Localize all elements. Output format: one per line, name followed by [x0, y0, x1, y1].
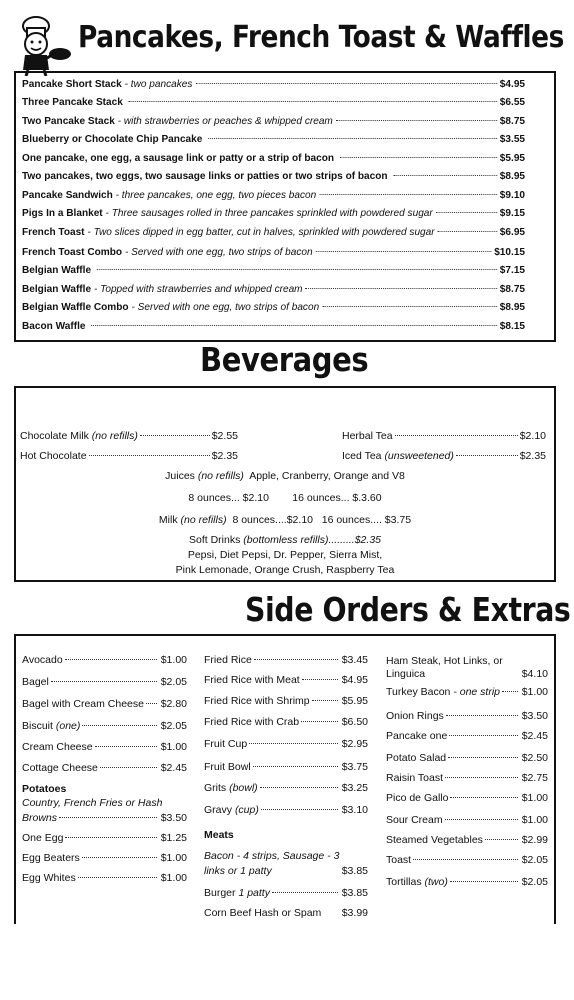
leader-dots — [249, 743, 338, 744]
item-price: $3.45 — [341, 654, 368, 666]
side-menu-item — [386, 752, 548, 764]
leader-dots — [51, 681, 157, 682]
item-price: $3.50 — [521, 710, 548, 722]
item-name: Pancake Short Stack — [22, 78, 122, 90]
item-price: $3.10 — [341, 804, 368, 816]
leader-dots — [208, 138, 497, 139]
side-menu-item — [204, 782, 368, 794]
leader-dots — [393, 175, 497, 176]
side-menu-item — [22, 872, 187, 884]
item-name: Fruit Bowl — [204, 761, 251, 773]
item-price: $8.75 — [499, 283, 526, 295]
pancakes-box — [14, 71, 556, 342]
item-name: Pigs In a Blanket — [22, 207, 103, 219]
leader-dots — [302, 679, 338, 680]
side-menu-item — [386, 834, 548, 846]
bev-juices: Juices (no refills) Apple, Cranberry, Orange and V8 — [165, 470, 405, 482]
item-price: $6.50 — [341, 716, 368, 728]
item-name: Onion Rings — [386, 710, 444, 722]
item-name: Fried Rice with Crab — [204, 716, 300, 728]
side-menu-item — [204, 738, 368, 750]
item-note: (two) — [424, 876, 448, 888]
item-name: One Egg — [22, 832, 64, 844]
leader-dots — [413, 859, 518, 860]
item-price: $8.95 — [499, 301, 526, 313]
item-name: Toast — [386, 854, 412, 866]
bev-juice-sizes: 8 ounces... $2.10 16 ounces... $.3.60 — [188, 492, 382, 504]
item-name: Three Pancake Stack — [22, 96, 123, 108]
item-name: Belgian Waffle — [22, 264, 92, 276]
bev-soft-line3: Pink Lemonade, Orange Crush, Raspberry Tea — [175, 564, 395, 576]
potatoes-item: Browns $3.50 — [22, 812, 187, 824]
pancake-menu-item — [22, 207, 525, 225]
pancake-menu-item — [22, 115, 525, 133]
item-name: Bagel — [22, 676, 49, 688]
item-name: Bagel with Cream Cheese — [22, 698, 144, 710]
leader-dots — [319, 194, 497, 195]
item-name: Two Pancake Stack — [22, 115, 115, 127]
leader-dots — [485, 839, 518, 840]
leader-dots — [301, 721, 338, 722]
side-menu-item — [22, 720, 187, 732]
item-price: $4.95 — [499, 78, 526, 90]
pancake-menu-item — [22, 283, 525, 301]
item-price: $2.05 — [160, 676, 187, 688]
item-name: French Toast — [22, 226, 85, 238]
leader-dots — [436, 212, 497, 213]
pancake-menu-item — [22, 264, 525, 282]
item-price: $6.55 — [499, 96, 526, 108]
bev-iced-tea: Iced Tea (unsweetened) $2.35 — [342, 450, 546, 462]
item-price: $7.15 — [499, 264, 526, 276]
item-price: $1.00 — [521, 686, 548, 698]
item-name: Cream Cheese — [22, 741, 93, 753]
pancake-menu-item — [22, 301, 525, 319]
pancake-menu-item — [22, 170, 525, 188]
leader-dots — [65, 837, 156, 838]
item-price: $2.80 — [160, 698, 187, 710]
item-price: $5.95 — [341, 695, 368, 707]
item-price: $5.95 — [499, 152, 526, 164]
item-name: Raisin Toast — [386, 772, 444, 784]
side-menu-item — [386, 730, 548, 742]
leader-dots — [316, 251, 492, 252]
potatoes-desc: Country, French Fries or Hash — [22, 797, 163, 809]
beverages-box — [14, 386, 556, 582]
item-note: (one) — [55, 720, 81, 732]
item-price: $3.55 — [499, 133, 526, 145]
leader-dots — [195, 83, 497, 84]
item-price: $3.25 — [341, 782, 368, 794]
bev-milk: Milk (no refills) 8 ounces....$2.10 16 ounces.... $3.75 — [158, 514, 412, 526]
item-name: French Toast Combo — [22, 246, 123, 258]
side-menu-item — [386, 710, 548, 722]
leader-dots — [65, 659, 157, 660]
leader-dots — [100, 767, 157, 768]
chef-logo-icon — [14, 14, 72, 76]
side-menu-item — [22, 852, 187, 864]
side-menu-item — [22, 762, 187, 774]
item-price: $8.15 — [499, 320, 526, 332]
item-name: Fruit Cup — [204, 738, 248, 750]
leader-dots — [95, 746, 157, 747]
leader-dots — [260, 787, 338, 788]
side-menu-item — [22, 832, 187, 844]
item-note: (bowl) — [229, 782, 258, 794]
potatoes-heading: Potatoes — [22, 783, 67, 795]
leader-dots — [446, 715, 518, 716]
item-desc: - Two slices dipped in egg batter, cut in halves, sprinkled with powdered sugar — [87, 226, 435, 238]
ham-item: Linguica $4.10 — [386, 668, 548, 680]
item-name: Fried Rice — [204, 654, 252, 666]
item-price: $1.00 — [160, 852, 187, 864]
bev-chocolate-milk: Chocolate Milk (no refills) $2.55 — [20, 430, 238, 442]
item-name: Egg Whites — [22, 872, 76, 884]
leader-dots — [502, 691, 518, 692]
item-name: Fried Rice with Meat — [204, 674, 300, 686]
side-menu-item — [22, 654, 187, 666]
item-name: Grits — [204, 782, 227, 794]
leader-dots — [445, 777, 518, 778]
side-menu-item — [22, 676, 187, 688]
item-desc: - Served with one egg, two strips of bacon — [131, 301, 320, 313]
side-menu-item — [22, 698, 187, 710]
leader-dots — [450, 797, 517, 798]
ham-desc: Ham Steak, Hot Links, or — [386, 655, 503, 667]
pancake-menu-item — [22, 133, 525, 151]
leader-dots — [438, 231, 497, 232]
side-menu-item — [204, 716, 368, 728]
item-price: $6.95 — [499, 226, 526, 238]
side-menu-item — [386, 814, 548, 826]
item-name: Pico de Gallo — [386, 792, 449, 804]
beverages-title: Beverages — [200, 340, 369, 379]
item-name: Avocado — [22, 654, 63, 666]
leader-dots — [253, 766, 338, 767]
item-price: $1.25 — [160, 832, 187, 844]
item-price: $4.95 — [341, 674, 368, 686]
leader-dots — [312, 700, 338, 701]
side-menu-item — [22, 741, 187, 753]
leader-dots — [261, 809, 338, 810]
side-menu-item — [204, 695, 368, 707]
leader-dots — [336, 120, 497, 121]
item-price: $1.00 — [521, 792, 548, 804]
leader-dots — [129, 101, 497, 102]
bev-soft-line2: Pepsi, Diet Pepsi, Dr. Pepper, Sierra Mist, — [187, 549, 383, 561]
sides-title: Side Orders & Extras — [245, 590, 571, 629]
item-name: Potato Salad — [386, 752, 447, 764]
side-menu-item — [386, 876, 548, 888]
item-name: Fried Rice with Shrimp — [204, 695, 310, 707]
leader-dots — [97, 269, 497, 270]
item-name: Steamed Vegetables — [386, 834, 483, 846]
item-name: Egg Beaters — [22, 852, 80, 864]
burger-item: Burger 1 patty $3.85 — [204, 887, 368, 899]
sides-box — [14, 634, 556, 924]
item-price: $8.95 — [499, 170, 526, 182]
side-menu-item — [386, 854, 548, 866]
leader-dots — [448, 757, 518, 758]
side-menu-item — [386, 792, 548, 804]
item-name: Sour Cream — [386, 814, 443, 826]
leader-dots — [91, 325, 497, 326]
item-price: $2.99 — [521, 834, 548, 846]
item-price: $1.00 — [160, 872, 187, 884]
item-price: $2.05 — [521, 854, 548, 866]
bev-hot-chocolate: Hot Chocolate $2.35 — [20, 450, 238, 462]
leader-dots — [340, 157, 497, 158]
item-price: $9.10 — [499, 189, 526, 201]
item-price: $2.05 — [521, 876, 548, 888]
item-desc: - Topped with strawberries and whipped cream — [93, 283, 303, 295]
pancake-menu-item — [22, 246, 525, 264]
item-price: $9.15 — [499, 207, 526, 219]
item-name: Pancake one — [386, 730, 448, 742]
side-menu-item — [204, 761, 368, 773]
side-menu-item — [386, 772, 548, 784]
item-price: $2.05 — [160, 720, 187, 732]
item-name: Belgian Waffle — [22, 283, 92, 295]
side-menu-item — [204, 654, 368, 666]
corned-item: Corn Beef Hash or Spam $3.99 — [204, 907, 368, 919]
pancake-menu-item — [22, 152, 525, 170]
leader-dots — [450, 881, 518, 882]
item-desc: - Three sausages rolled in three pancakes sprinkled with powdered sugar — [105, 207, 433, 219]
item-name: Belgian Waffle Combo — [22, 301, 129, 313]
item-price: $2.45 — [521, 730, 548, 742]
item-price: $8.75 — [499, 115, 526, 127]
item-name: Turkey Bacon — [386, 686, 451, 698]
meats-heading: Meats — [204, 829, 234, 841]
leader-dots — [254, 659, 338, 660]
item-desc: - two pancakes — [124, 78, 193, 90]
side-menu-item — [386, 686, 548, 698]
item-name: Pancake Sandwich — [22, 189, 113, 201]
pancake-menu-item — [22, 96, 525, 114]
item-name: Biscuit — [22, 720, 53, 732]
item-price: $2.50 — [521, 752, 548, 764]
item-desc: - three pancakes, one egg, two pieces bacon — [115, 189, 317, 201]
pancake-menu-item — [22, 226, 525, 244]
item-desc: - with strawberries or peaches & whipped cream — [117, 115, 333, 127]
leader-dots — [82, 725, 156, 726]
item-price: $3.75 — [341, 761, 368, 773]
leader-dots — [82, 857, 157, 858]
item-name: Gravy — [204, 804, 233, 816]
item-name: Tortillas — [386, 876, 422, 888]
item-note: (cup) — [234, 804, 259, 816]
item-price: $2.45 — [160, 762, 187, 774]
item-desc: - Served with one egg, two strips of bacon — [124, 246, 313, 258]
leader-dots — [449, 735, 517, 736]
item-name: Blueberry or Chocolate Chip Pancake — [22, 133, 203, 145]
bacon-desc: Bacon - 4 strips, Sausage - 3 — [204, 850, 340, 862]
bev-soft-drinks: Soft Drinks (bottomless refills).........$2.35 — [189, 534, 381, 546]
leader-dots — [322, 306, 497, 307]
item-price: $10.15 — [494, 246, 526, 258]
side-menu-item — [204, 674, 368, 686]
pancake-menu-item — [22, 78, 525, 96]
bev-herbal-tea: Herbal Tea $2.10 — [342, 430, 546, 442]
item-price: $1.00 — [521, 814, 548, 826]
leader-dots — [78, 877, 157, 878]
item-name: Two pancakes, two eggs, two sausage links or patties or two strips of bacon — [22, 170, 388, 182]
pancake-menu-item — [22, 320, 525, 338]
item-price: $2.75 — [521, 772, 548, 784]
leader-dots — [305, 288, 496, 289]
pancake-menu-item — [22, 189, 525, 207]
item-name: One pancake, one egg, a sausage link or patty or a strip of bacon — [22, 152, 335, 164]
leader-dots — [445, 819, 518, 820]
pancakes-title: Pancakes, French Toast & Waffles — [78, 20, 564, 55]
item-name: Cottage Cheese — [22, 762, 98, 774]
side-menu-item — [204, 804, 368, 816]
leader-dots — [146, 703, 157, 704]
item-name: Bacon Waffle — [22, 320, 86, 332]
item-note: - one strip — [453, 686, 500, 698]
bacon-item: links or 1 patty $3.85 — [204, 865, 368, 877]
item-price: $2.95 — [341, 738, 368, 750]
item-price: $1.00 — [160, 741, 187, 753]
item-price: $1.00 — [160, 654, 187, 666]
